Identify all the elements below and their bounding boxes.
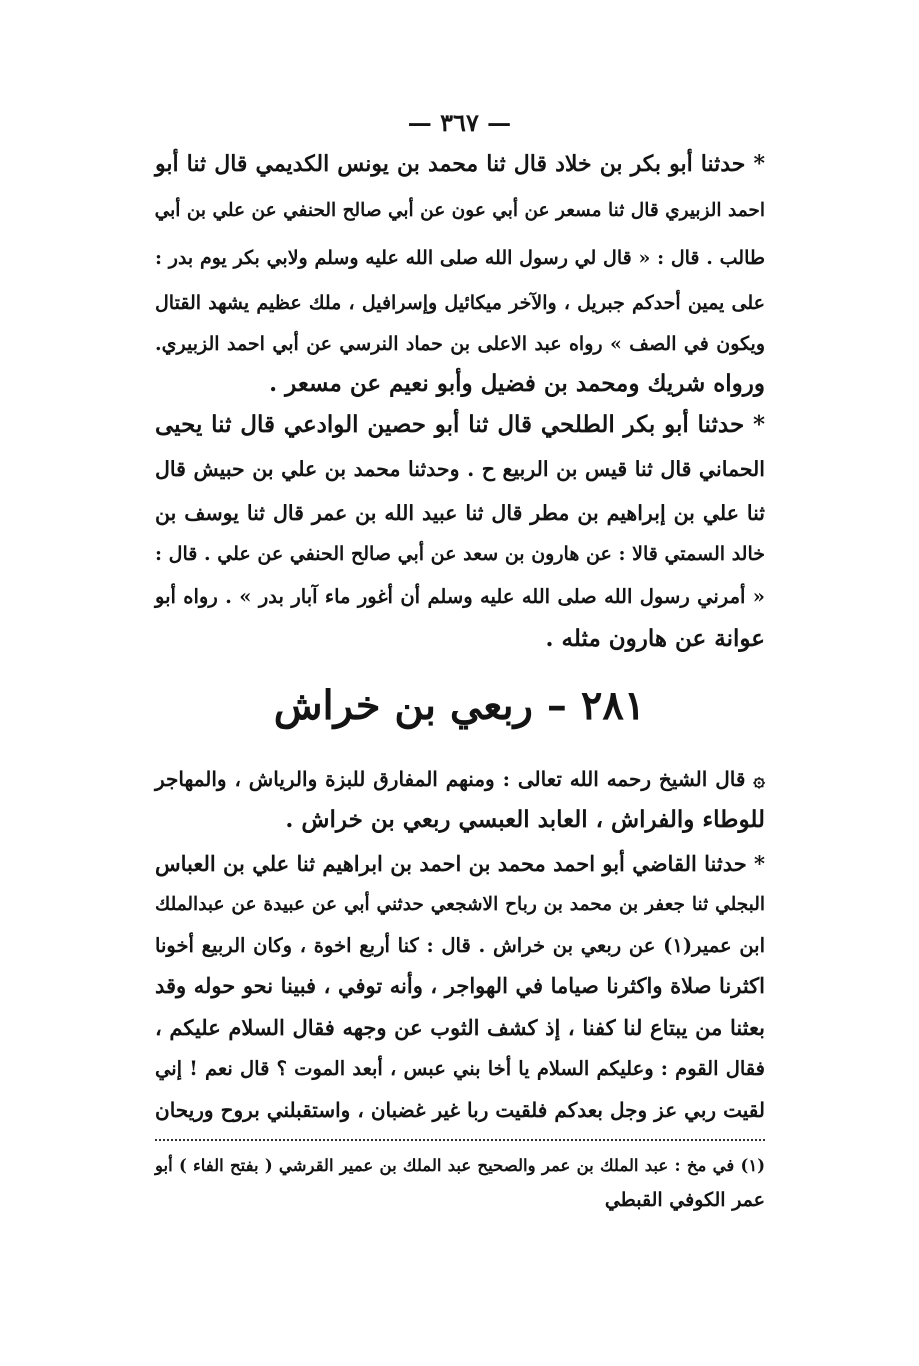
- text-line: الحماني قال ثنا قيس بن الربيع ح . وحدثنا محمد بن علي بن حبيش قال: [155, 457, 765, 481]
- text-line: * حدثنا القاضي أبو احمد محمد بن احمد بن ابراهيم ثنا علي بن العباس: [155, 851, 765, 876]
- text-line: اكثرنا صلاة واكثرنا صياما في الهواجر ، وأنه توفي ، فبينا نحو حوله وقد: [155, 973, 765, 998]
- section-title: ٢٨١ – ربعي بن خراش: [273, 682, 646, 729]
- text-line: البجلي ثنا جعفر بن محمد بن رباح الاشجعي حدثني أبي عن عبيدة عن عبدالملك: [155, 894, 765, 915]
- footnote-line: عمر الكوفي القبطي: [604, 1189, 765, 1211]
- text-line: بعثنا من يبتاع لنا كفنا ، إذ كشف الثوب عن وجهه فقال السلام عليكم ،: [155, 1015, 765, 1040]
- text-line: ۞ قال الشيخ رحمه الله تعالى : ومنهم المفارق للبزة والرياش ، والمهاجر: [155, 767, 765, 791]
- text-line: على يمين أحدكم جبريل ، والآخر ميكائيل وإسرافيل ، ملك عظيم يشهد القتال: [155, 292, 765, 314]
- footnote-separator: [155, 1139, 765, 1141]
- text-line: احمد الزبيري قال ثنا مسعر عن أبي عون عن أبي صالح الحنفي عن علي بن أبي: [154, 200, 765, 221]
- text-line: عوانة عن هارون مثله .: [545, 625, 765, 652]
- footnote-line: (١) في مخ : عبد الملك بن عمر والصحيح عبد الملك بن عمير القرشي ( بفتح الفاء ) أبو: [155, 1156, 765, 1175]
- page-number: — ٣٦٧ —: [407, 108, 512, 137]
- text-line: ثنا علي بن إبراهيم بن مطر قال ثنا عبيد الله بن عمر قال ثنا يوسف بن: [155, 501, 765, 525]
- text-line: للوطاء والفراش ، العابد العبسي ربعي بن خراش .: [285, 806, 765, 833]
- text-line: ويكون في الصف » رواه عبد الاعلى بن حماد النرسي عن أبي احمد الزبيري.: [155, 333, 765, 355]
- text-line: فقال القوم : وعليكم السلام يا أخا بني عبس ، أبعد الموت ؟ قال نعم ! إني: [155, 1057, 765, 1080]
- text-line: لقيت ربي عز وجل بعدكم فلقيت ربا غير غضبان ، واستقبلني بروح وريحان: [155, 1098, 765, 1122]
- text-line: « أمرني رسول الله صلى الله عليه وسلم أن أغور ماء آبار بدر » . رواه أبو: [155, 585, 765, 608]
- text-line: ورواه شريك ومحمد بن فضيل وأبو نعيم عن مسعر .: [269, 370, 765, 397]
- text-line: طالب . قال : « قال لي رسول الله صلى الله عليه وسلم ولابي بكر يوم بدر :: [155, 247, 765, 269]
- text-line: ابن عمير(١) عن ربعي بن خراش . قال : كنا أربع اخوة ، وكان الربيع أخونا: [155, 934, 766, 957]
- text-line: * حدثنا أبو بكر الطلحي قال ثنا أبو حصين الوادعي قال ثنا يحيى: [155, 411, 765, 438]
- text-line: خالد السمتي قالا : عن هارون بن سعد عن أبي صالح الحنفي عن علي . قال :: [155, 543, 765, 565]
- text-line: * حدثنا أبو بكر بن خلاد قال ثنا محمد بن يونس الكديمي قال ثنا أبو: [155, 151, 765, 177]
